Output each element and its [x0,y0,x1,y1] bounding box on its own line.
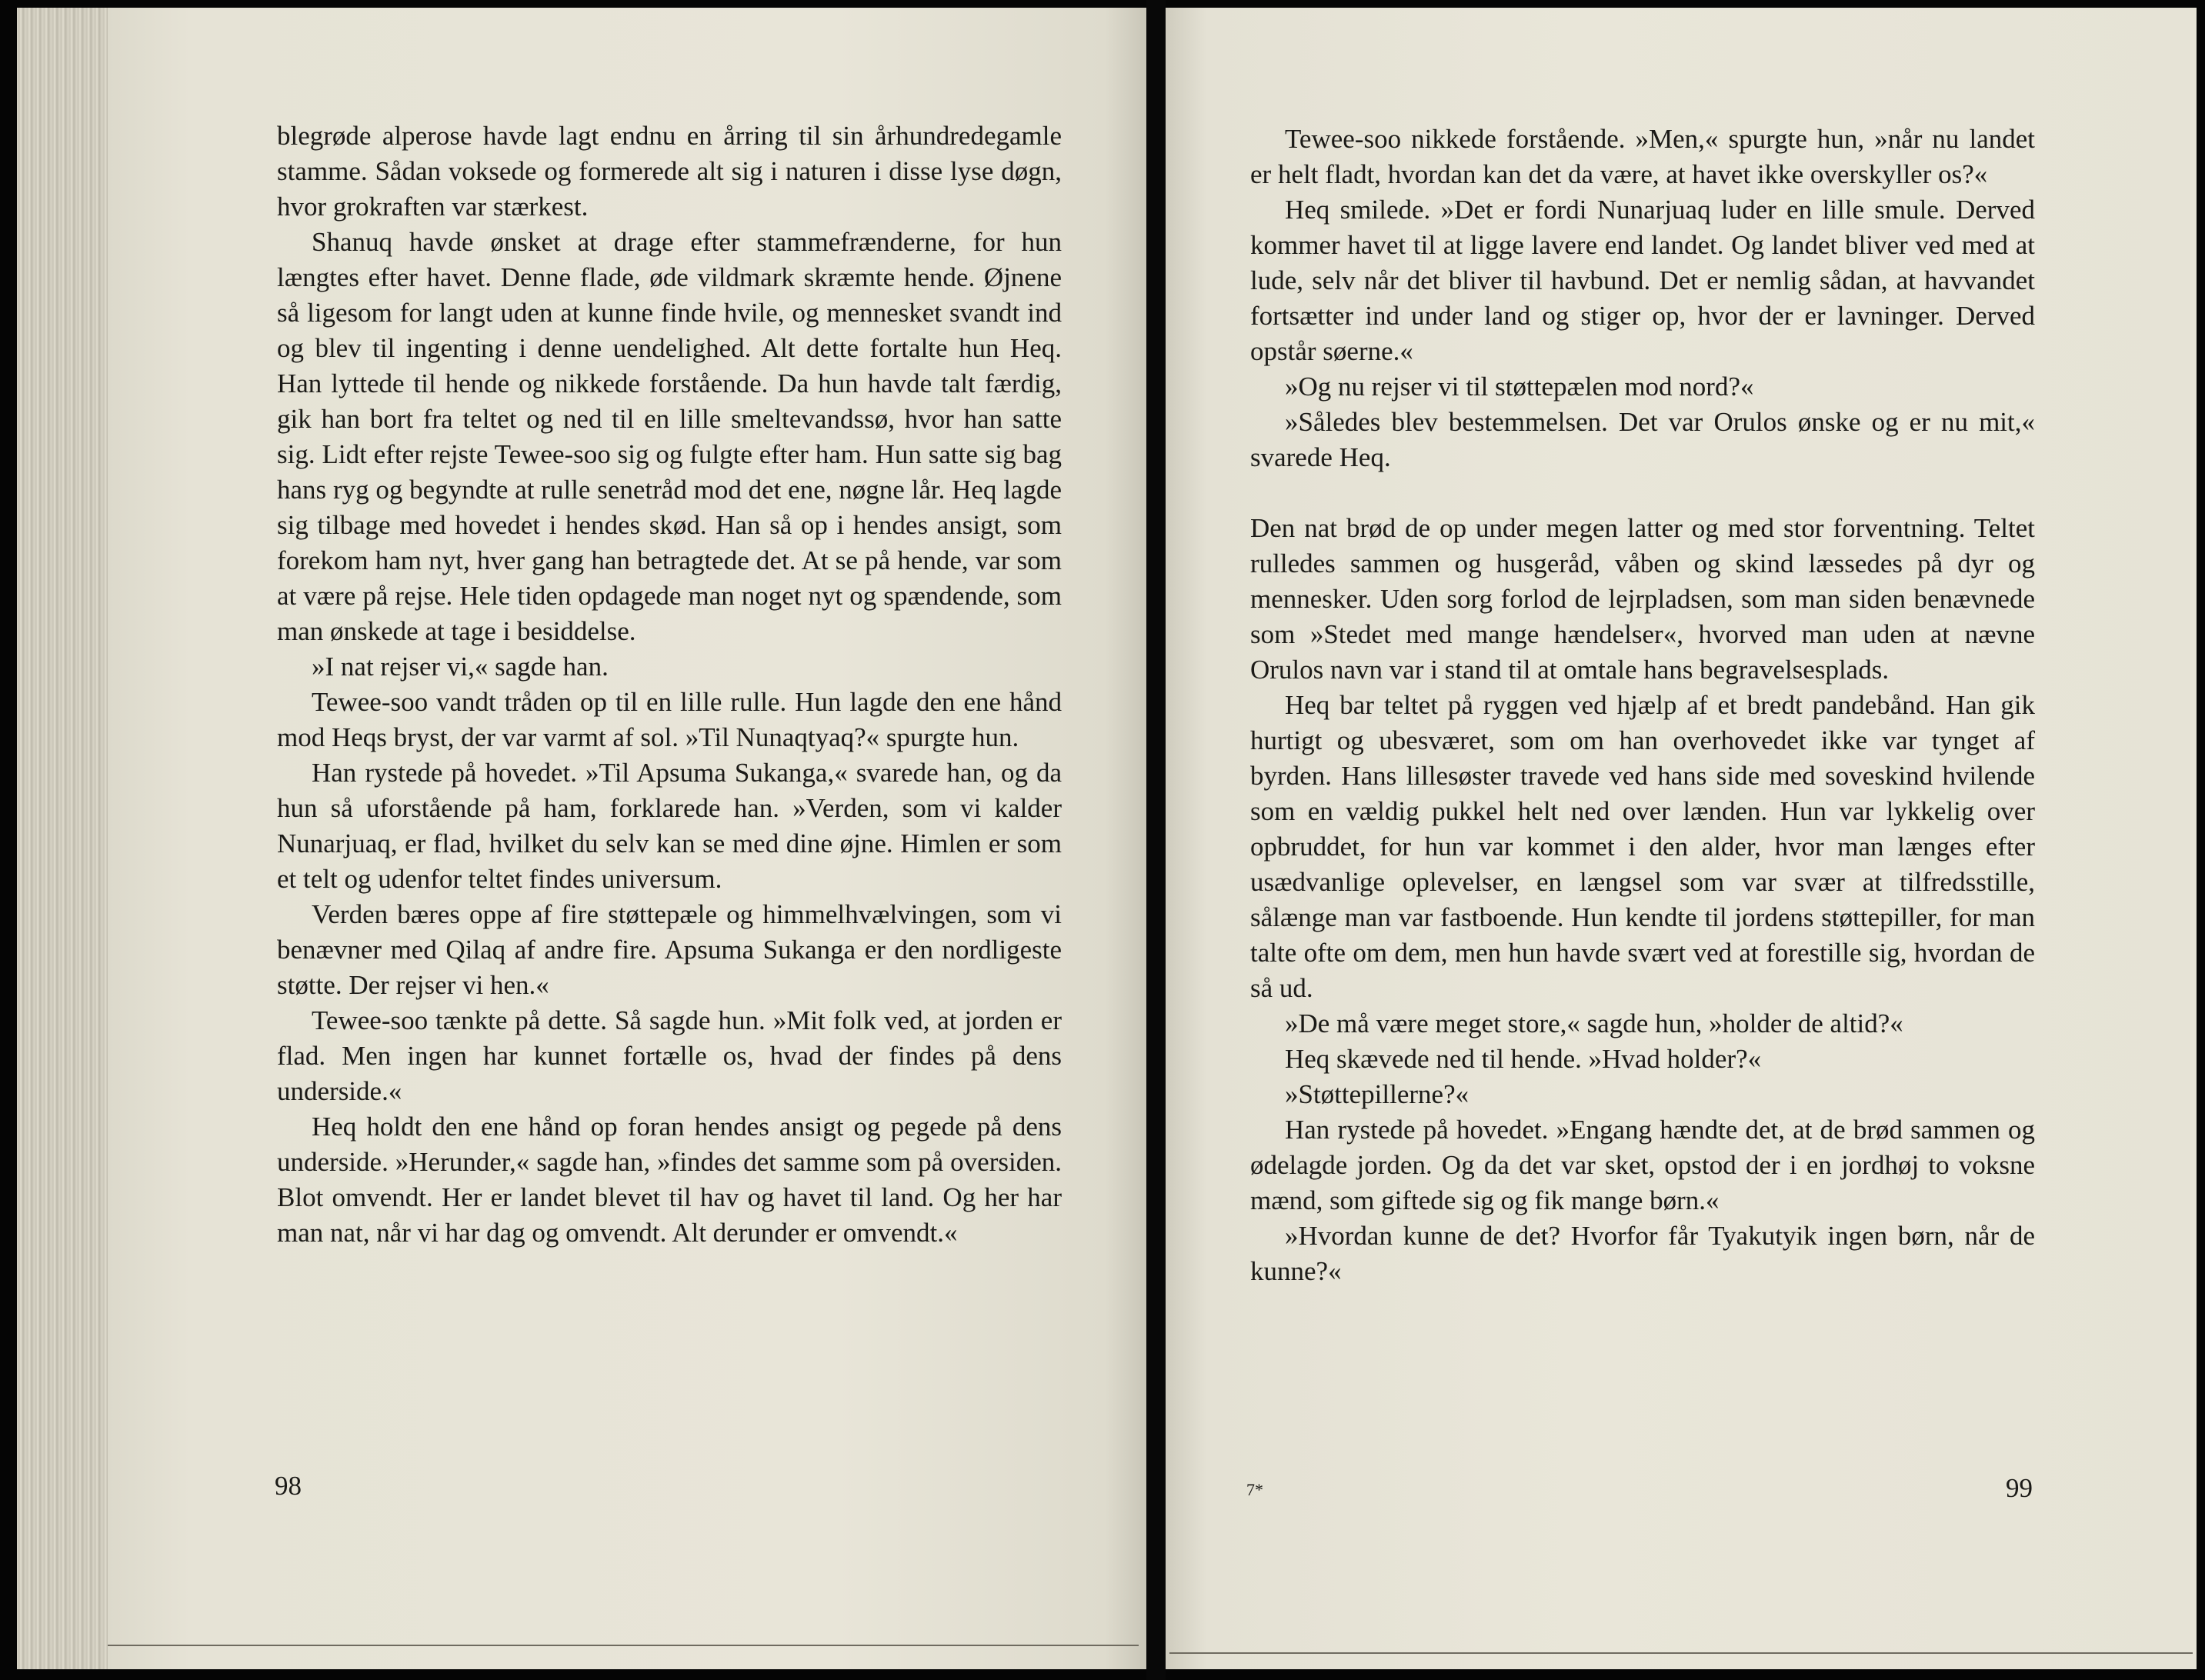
paragraph: Tewee-soo tænkte på dette. Så sagde hun. »Mit folk ved, at jorden er flad. Men ingen har kunnet fortælle os, hvad der findes på dens underside.« [277,1005,1062,1106]
page-number-left: 98 [275,1471,302,1501]
paragraph: Tewee-soo vandt tråden op til en lille rulle. Hun lagde den ene hånd mod Heqs bryst, der var varmt af sol. »Til Nunaqtyaq?« spurgte hun. [277,687,1062,752]
paragraph: Heq skævede ned til hende. »Hvad holder?« [1285,1044,1762,1074]
paragraph: Heq bar teltet på ryggen ved hjælp af et bredt pandebånd. Han gik hurtigt og ubesværet, som om han overhovedet ikke var tynget af byrden. Hans lillesøster travede ved hans side med soveskind hvilende som en vældig pukkel helt ned over lænden. Hun var lykkelig over opbruddet, for hun var kommet i den alder, hvor man længes efter usædvanlige oplevelser, en længsel som var svær at tilfredsstille, sålænge man var fastboende. Hun kendte til jordens støttepiller, for man talte ofte om dem, men hun havde svært ved at forestille sig, hvordan de så ud. [1250,690,2035,1003]
signature-mark: 7* [1246,1480,1263,1499]
paragraph: Den nat brød de op under megen latter og med stor forventning. Teltet rulledes sammen og husgeråd, våben og skind læssedes på dyr og mennesker. Uden sorg forlod de lejrpladsen, som man siden benævnede som »Stedet med mange hændelser«, hvorved man uden at nævne Orulos navn var i stand til at omtale hans begravelsesplads. [1250,513,2035,685]
paragraph: Heq smilede. »Det er fordi Nunarjuaq luder en lille smule. Derved kommer havet til at ligge lavere end landet. Og landet bliver ved med at lude, selv når det bliver til havbund. Det er nemlig sådan, at havvandet fortsætter ind under land og stiger op, hvor der er lavninger. Derved opstår søerne.« [1250,195,2035,366]
right-page-bottom-edge [1169,1652,2193,1654]
right-page-body-text [1250,122,2035,1289]
paragraph: Shanuq havde ønsket at drage efter stammefrænderne, for hun længtes efter havet. Denne flade, øde vildmark skræmte hende. Øjnene så ligesom for langt uden at kunne finde hvile, og mennesket svandt ind og blev til ingenting i denne uendelighed. Alt dette fortalte hun Heq. Han lyttede til hende og nikkede forstående. Da hun havde talt færdig, gik han bort fra teltet og ned til en lille smeltevandssø, hvor han satte sig. Lidt efter rejste Tewee-soo sig og fulgte efter ham. Hun satte sig bag hans ryg og begyndte at rulle senetråd mod det ene, nøgne lår. Heq lagde sig tilbage med hovedet i hendes skød. Han så op i hendes ansigt, som forekom ham nyt, hver gang han betragtede det. At se på hende, var som at være på rejse. Hele tiden opdagede man noget nyt og spændende, som man ønskede at tage i besiddelse. [277,227,1062,646]
paragraph: »Hvordan kunne de det? Hvorfor får Tyakutyik ingen børn, når de kunne?« [1250,1221,2035,1286]
paragraph: »I nat rejser vi,« sagde han. [312,652,609,682]
paragraph: Han rystede på hovedet. »Engang hændte det, at de brød sammen og ødelagde jorden. Og da det var sket, opstod der i en jordhøj to voksne mænd, som giftede sig og fik mange børn.« [1250,1115,2035,1215]
paragraph: Han rystede på hovedet. »Til Apsuma Sukanga,« svarede han, og da hun så uforstående på ham, forklarede han. »Verden, som vi kalder Nunarjuaq, er flad, hvilket du selv kan se med dine øjne. Himlen er som et telt og udenfor teltet findes universum. [277,758,1062,894]
paragraph: »Således blev bestemmelsen. Det var Orulos ønske og er nu mit,« svarede Heq. [1250,407,2035,472]
page-block-edges [17,8,117,1669]
book-gutter [1146,0,1166,1680]
paragraph: Heq holdt den ene hånd op foran hendes ansigt og pegede på dens underside. »Herunder,« sagde han, »findes det samme som på oversiden. Blot omvendt. Her er landet blevet til hav og havet til land. Og her har man nat, når vi har dag og omvendt. Alt derunder er omvendt.« [277,1112,1062,1248]
paragraph: »Støttepillerne?« [1285,1079,1469,1109]
paragraph: blegrøde alperose havde lagt endnu en årring til sin århundredegamle stamme. Sådan voksede og formerede alt sig i naturen i disse lyse døgn, hvor grokraften var stærkest. [277,121,1062,222]
paragraph: »De må være meget store,« sagde hun, »holder de altid?« [1285,1008,1903,1038]
paragraph: Verden bæres oppe af fire støttepæle og himmelhvælvingen, som vi benævner med Qilaq af andre fire. Apsuma Sukanga er den nordligeste støtte. Der rejser vi hen.« [277,899,1062,1000]
paragraph: »Og nu rejser vi til støttepælen mod nord?« [1285,372,1754,402]
left-page-bottom-edge [108,1645,1139,1646]
paragraph: Tewee-soo nikkede forstående. »Men,« spurgte hun, »når nu landet er helt fladt, hvordan kan det da være, at havet ikke overskyller os?« [1250,124,2035,189]
left-page-body-text [277,118,1062,1251]
page-number-right: 99 [2006,1473,2033,1503]
